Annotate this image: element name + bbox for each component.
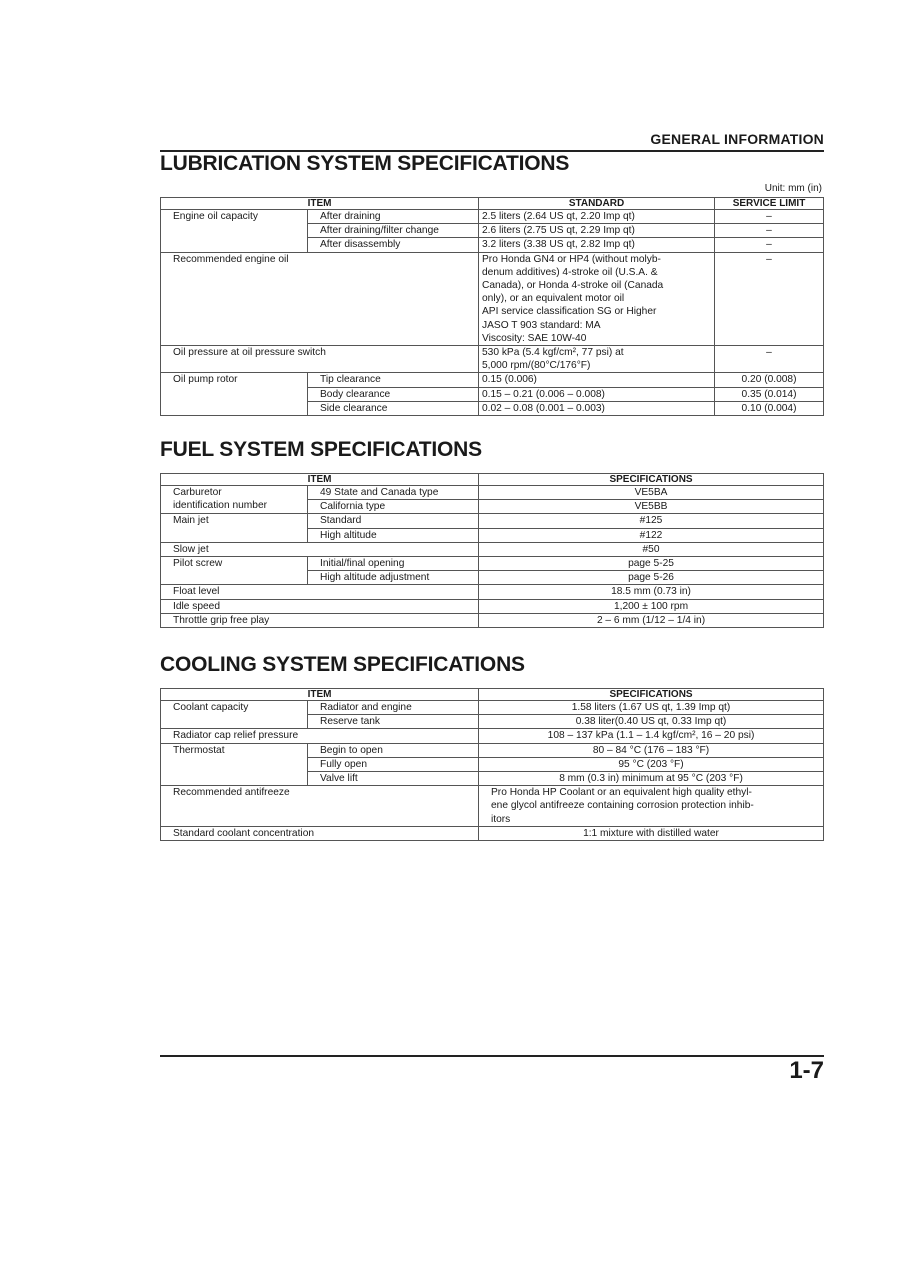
sub-item-label: Radiator and engine xyxy=(308,701,479,715)
spec-value: page 5-26 xyxy=(479,571,824,585)
table-row xyxy=(161,743,824,757)
idle-speed-label: Idle speed xyxy=(161,599,479,613)
spec-value: 2 – 6 mm (1/12 – 1/4 in) xyxy=(479,613,824,627)
table-row xyxy=(161,210,824,224)
standard-value: 2.5 liters (2.64 US qt, 2.20 Imp qt) xyxy=(479,210,715,224)
oil-capacity-label: Engine oil capacity xyxy=(161,210,308,253)
table-header-row xyxy=(161,689,824,701)
table-row xyxy=(161,729,824,743)
limit-value: – xyxy=(715,224,824,238)
spec-value: 8 mm (0.3 in) minimum at 95 °C (203 °F) xyxy=(479,772,824,786)
slow-jet-label: Slow jet xyxy=(161,542,479,556)
standard-value: 3.2 liters (3.38 US qt, 2.82 Imp qt) xyxy=(479,238,715,252)
sub-item-label: Valve lift xyxy=(308,772,479,786)
table-row xyxy=(161,542,824,556)
spec-value: 80 – 84 °C (176 – 183 °F) xyxy=(479,743,824,757)
table-row xyxy=(161,585,824,599)
sub-item-label: After draining/filter change xyxy=(308,224,479,238)
sub-item-label: California type xyxy=(308,500,479,514)
spec-value: 1:1 mixture with distilled water xyxy=(479,826,824,840)
fuel-title: FUEL SYSTEM SPECIFICATIONS xyxy=(160,438,482,461)
table-row xyxy=(161,786,824,827)
col-standard-header: STANDARD xyxy=(479,198,715,210)
antifreeze-value: Pro Honda HP Coolant or an equivalent high quality ethyl- ene glycol antifreeze containing corrosion protection inhib- itors xyxy=(479,786,824,827)
unit-label: Unit: mm (in) xyxy=(764,183,822,194)
table-header-row xyxy=(161,474,824,486)
recommended-oil-value: Pro Honda GN4 or HP4 (without molyb- denum additives) 4-stroke oil (U.S.A. & Canada), or Honda 4-stroke oil (Canada only), or an equivalent motor oil API service classification SG or Higher JASO T 903 standard: MA Viscosity: SAE 10W-40 xyxy=(479,252,715,345)
limit-value: 0.20 (0.008) xyxy=(715,373,824,387)
main-jet-label: Main jet xyxy=(161,514,308,542)
standard-value: 0.15 (0.006) xyxy=(479,373,715,387)
table-row xyxy=(161,599,824,613)
radiator-cap-label: Radiator cap relief pressure xyxy=(161,729,479,743)
standard-value: 0.02 – 0.08 (0.001 – 0.003) xyxy=(479,401,715,415)
page-number: 1-7 xyxy=(789,1057,824,1084)
sub-item-label: High altitude xyxy=(308,528,479,542)
sub-item-label: Side clearance xyxy=(308,401,479,415)
col-spec-header: SPECIFICATIONS xyxy=(479,474,824,486)
sub-item-label: Body clearance xyxy=(308,387,479,401)
concentration-label: Standard coolant concentration xyxy=(161,826,479,840)
limit-value: – xyxy=(715,238,824,252)
limit-value: – xyxy=(715,346,824,373)
spec-value: #122 xyxy=(479,528,824,542)
cooling-title: COOLING SYSTEM SPECIFICATIONS xyxy=(160,653,525,676)
sub-item-label: 49 State and Canada type xyxy=(308,486,479,500)
table-row xyxy=(161,486,824,500)
spec-value: VE5BA xyxy=(479,486,824,500)
lubrication-title: LUBRICATION SYSTEM SPECIFICATIONS xyxy=(160,152,570,175)
float-level-label: Float level xyxy=(161,585,479,599)
thermostat-label: Thermostat xyxy=(161,743,308,786)
lubrication-table xyxy=(160,197,824,416)
table-row xyxy=(161,557,824,571)
spec-value: 95 °C (203 °F) xyxy=(479,757,824,771)
spec-value: #50 xyxy=(479,542,824,556)
coolant-capacity-label: Coolant capacity xyxy=(161,701,308,729)
fuel-table xyxy=(160,473,824,628)
sub-item-label: Fully open xyxy=(308,757,479,771)
oil-pressure-value: 530 kPa (5.4 kgf/cm², 77 psi) at 5,000 rpm/(80°C/176°F) xyxy=(479,346,715,373)
col-item-header: ITEM xyxy=(161,689,479,701)
pilot-screw-label: Pilot screw xyxy=(161,557,308,585)
spec-value: VE5BB xyxy=(479,500,824,514)
spec-value: 18.5 mm (0.73 in) xyxy=(479,585,824,599)
limit-value: 0.10 (0.004) xyxy=(715,401,824,415)
table-row xyxy=(161,701,824,715)
spec-value: 0.38 liter(0.40 US qt, 0.33 Imp qt) xyxy=(479,715,824,729)
table-row xyxy=(161,373,824,387)
limit-value: – xyxy=(715,210,824,224)
limit-value: – xyxy=(715,252,824,345)
col-item-header: ITEM xyxy=(161,474,479,486)
cooling-table xyxy=(160,688,824,841)
table-row xyxy=(161,826,824,840)
recommended-oil-label: Recommended engine oil xyxy=(161,252,479,345)
spec-value: 1.58 liters (1.67 US qt, 1.39 Imp qt) xyxy=(479,701,824,715)
spec-value: #125 xyxy=(479,514,824,528)
standard-value: 2.6 liters (2.75 US qt, 2.29 Imp qt) xyxy=(479,224,715,238)
col-limit-header: SERVICE LIMIT xyxy=(715,198,824,210)
sub-item-label: After disassembly xyxy=(308,238,479,252)
col-spec-header: SPECIFICATIONS xyxy=(479,689,824,701)
spec-value: 1,200 ± 100 rpm xyxy=(479,599,824,613)
sub-item-label: Tip clearance xyxy=(308,373,479,387)
sub-item-label: Reserve tank xyxy=(308,715,479,729)
spec-value: 108 – 137 kPa (1.1 – 1.4 kgf/cm², 16 – 20 psi) xyxy=(479,729,824,743)
table-row xyxy=(161,514,824,528)
table-row xyxy=(161,252,824,345)
table-row xyxy=(161,613,824,627)
sub-item-label: After draining xyxy=(308,210,479,224)
running-header: GENERAL INFORMATION xyxy=(650,131,824,147)
sub-item-label: High altitude adjustment xyxy=(308,571,479,585)
standard-value: 0.15 – 0.21 (0.006 – 0.008) xyxy=(479,387,715,401)
col-item-header: ITEM xyxy=(161,198,479,210)
sub-item-label: Initial/final opening xyxy=(308,557,479,571)
sub-item-label: Begin to open xyxy=(308,743,479,757)
limit-value: 0.35 (0.014) xyxy=(715,387,824,401)
pump-rotor-label: Oil pump rotor xyxy=(161,373,308,416)
antifreeze-label: Recommended antifreeze xyxy=(161,786,479,827)
oil-pressure-label: Oil pressure at oil pressure switch xyxy=(161,346,479,373)
table-header-row xyxy=(161,198,824,210)
throttle-label: Throttle grip free play xyxy=(161,613,479,627)
spec-value: page 5-25 xyxy=(479,557,824,571)
table-row xyxy=(161,346,824,373)
sub-item-label: Standard xyxy=(308,514,479,528)
carburetor-label: Carburetor identification number xyxy=(161,486,308,514)
